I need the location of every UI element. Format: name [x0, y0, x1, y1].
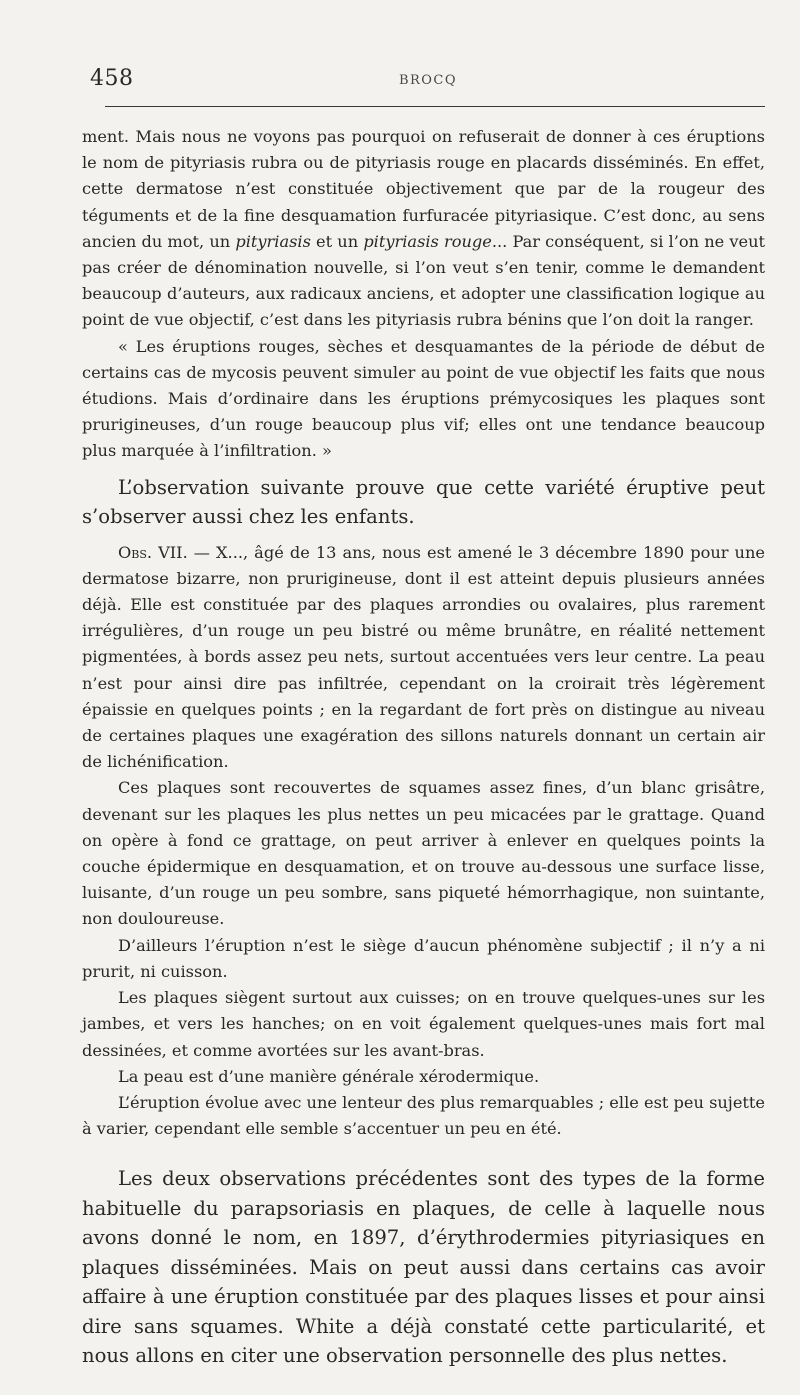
- observation-block: [82, 540, 765, 1143]
- observation-paragraph: La peau est d’une manière générale xérodermique.: [118, 1066, 540, 1086]
- paragraph-intro: L’observation suivante prouve que cette variété éruptive peut s’observer aussi chez les enfants.: [82, 475, 765, 529]
- quoted-passage: [82, 124, 765, 465]
- paragraph-continuation: [82, 124, 765, 334]
- page-number: 458: [90, 66, 134, 91]
- text-run: ... Par conséquent, si l’on ne veut pas créer de dénomination nouvelle, si l’on veut s’en tenir, comme le demandent beaucoup d’auteurs, aux radicaux anciens, et adopter une classification logique au point de vue objectif, c’est dans les pityriasis rubra bénins que l’on doit la ranger.: [82, 231, 766, 330]
- body-text: [82, 124, 765, 1371]
- italic-term: pityriasis: [235, 231, 311, 251]
- observation-paragraph: [82, 540, 765, 776]
- text-run: — X..., âgé de 13 ans, nous est amené le 3 décembre 1890 pour une dermatose bizarre, non prurigineuse, dont il est atteint depuis plusieurs années déjà. Elle est constituée par des plaques arrondies ou ovalaires, plus rarement irrégulières, d’un rouge un peu bistré ou même brunâtre, en réalité nettement pigmentées, à bords assez peu nets, surtout accentuées vers leur centre. La peau n’est pour ainsi dire pas infiltrée, cependant on la croirait très légèrement épaissie en quelques points ; en la regardant de fort près on distingue au niveau de certaines plaques une exagération des sillons naturels donnant un certain air de lichénification.: [82, 542, 765, 772]
- page-header: [90, 66, 766, 96]
- observation-paragraph: Ces plaques sont recouvertes de squames assez fines, d’un blanc grisâtre, devenant sur les plaques les plus nettes un peu micacées par le grattage. Quand on opère à fond ce grattage, on peut arriver à enlever en quelques points la couche épidermique en desquamation, et on trouve au-dessous une surface lisse, luisante, d’un rouge un peu sombre, sans piqueté hémorrhagique, non suintante, non douloureuse.: [82, 778, 765, 929]
- running-head: BROCQ: [398, 73, 458, 88]
- italic-term: pityriasis rouge: [363, 231, 492, 251]
- text-run: et un: [310, 231, 364, 251]
- observation-paragraph: L’éruption évolue avec une lenteur des plus remarquables ; elle est peu sujette à varier, cependant elle semble s’accentuer un peu en été.: [82, 1092, 765, 1139]
- observation-heading: Obs. VII.: [118, 542, 188, 562]
- observation-paragraph: D’ailleurs l’éruption n’est le siège d’aucun phénomène subjectif ; il n’y a ni prurit, ni cuisson.: [82, 935, 765, 981]
- paragraph-conclusion: Les deux observations précédentes sont des types de la forme habituelle du parapsoriasis en plaques, de celle à laquelle nous avons donné le nom, en 1897, d’érythrodermies pityriasiques en plaques disséminées. Mais on peut aussi dans certains cas avoir affaire à une éruption constituée par des plaques lisses et pour ainsi dire sans squames. White a déjà constaté cette particularité, et nous allons en citer une observation personnelle des plus nettes.: [82, 1167, 765, 1368]
- text-run: ment. Mais nous ne voyons pas pourquoi on refuserait de donner à ces éruptions le nom de pityriasis rubra ou de pityriasis rouge en placards disséminés. En effet, cette dermatose n’est constituée objectivement que par de la rougeur des téguments et de la fine desquamation furfuracée pityriasique. C’est donc, au sens ancien du mot, un: [82, 127, 765, 251]
- paragraph-quote: « Les éruptions rouges, sèches et desquamantes de la période de début de certains cas de mycosis peuvent simuler au point de vue objectif les faits que nous étudions. Mais d’ordinaire dans les éruptions prémycosiques les plaques sont prurigineuses, d’un rouge beaucoup plus vif; elles ont une tendance beaucoup plus marquée à l’infiltration. »: [82, 336, 765, 461]
- observation-paragraph: Les plaques siègent surtout aux cuisses; on en trouve quelques-unes sur les jambes, et vers les hanches; on en voit également quelques-unes mais fort mal dessinées, et comme avortées sur les avant-bras.: [82, 988, 765, 1060]
- header-rule: [105, 106, 765, 107]
